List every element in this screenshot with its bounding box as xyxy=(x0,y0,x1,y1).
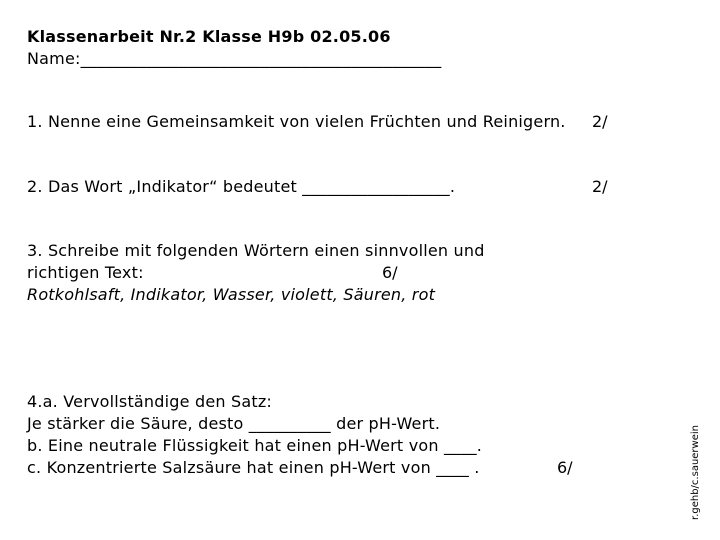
question-4c-sentence: c. Konzentrierte Salzsäure hat einen pH-Wert von ____ . xyxy=(27,458,480,477)
question-4-points: 6/ xyxy=(557,458,573,477)
question-1-points: 2/ xyxy=(592,112,608,131)
question-3-word-list: Rotkohlsaft, Indikator, Wasser, violett, Säuren, rot xyxy=(27,285,436,304)
question-4a-prompt: 4.a. Vervollständige den Satz: xyxy=(27,392,273,411)
question-3-line-1: 3. Schreibe mit folgenden Wörtern einen sinnvollen und xyxy=(27,241,485,260)
question-3-points: 6/ xyxy=(382,263,398,282)
author-watermark: r.gehb/c.sauerwein xyxy=(690,425,701,520)
worksheet-title: Klassenarbeit Nr.2 Klasse H9b 02.05.06 xyxy=(27,27,391,46)
question-4a-sentence: Je stärker die Säure, desto __________ der pH-Wert. xyxy=(27,414,441,433)
question-1-text: 1. Nenne eine Gemeinsamkeit von vielen Früchten und Reinigern. xyxy=(27,112,566,131)
question-2-text: 2. Das Wort „Indikator“ bedeutet __________________. xyxy=(27,177,456,196)
question-3-line-2: richtigen Text: xyxy=(27,263,144,282)
question-2-points: 2/ xyxy=(592,177,608,196)
name-line: Name:____________________________________________ xyxy=(27,49,442,68)
question-4b-sentence: b. Eine neutrale Flüssigkeit hat einen pH-Wert von ____. xyxy=(27,436,483,455)
